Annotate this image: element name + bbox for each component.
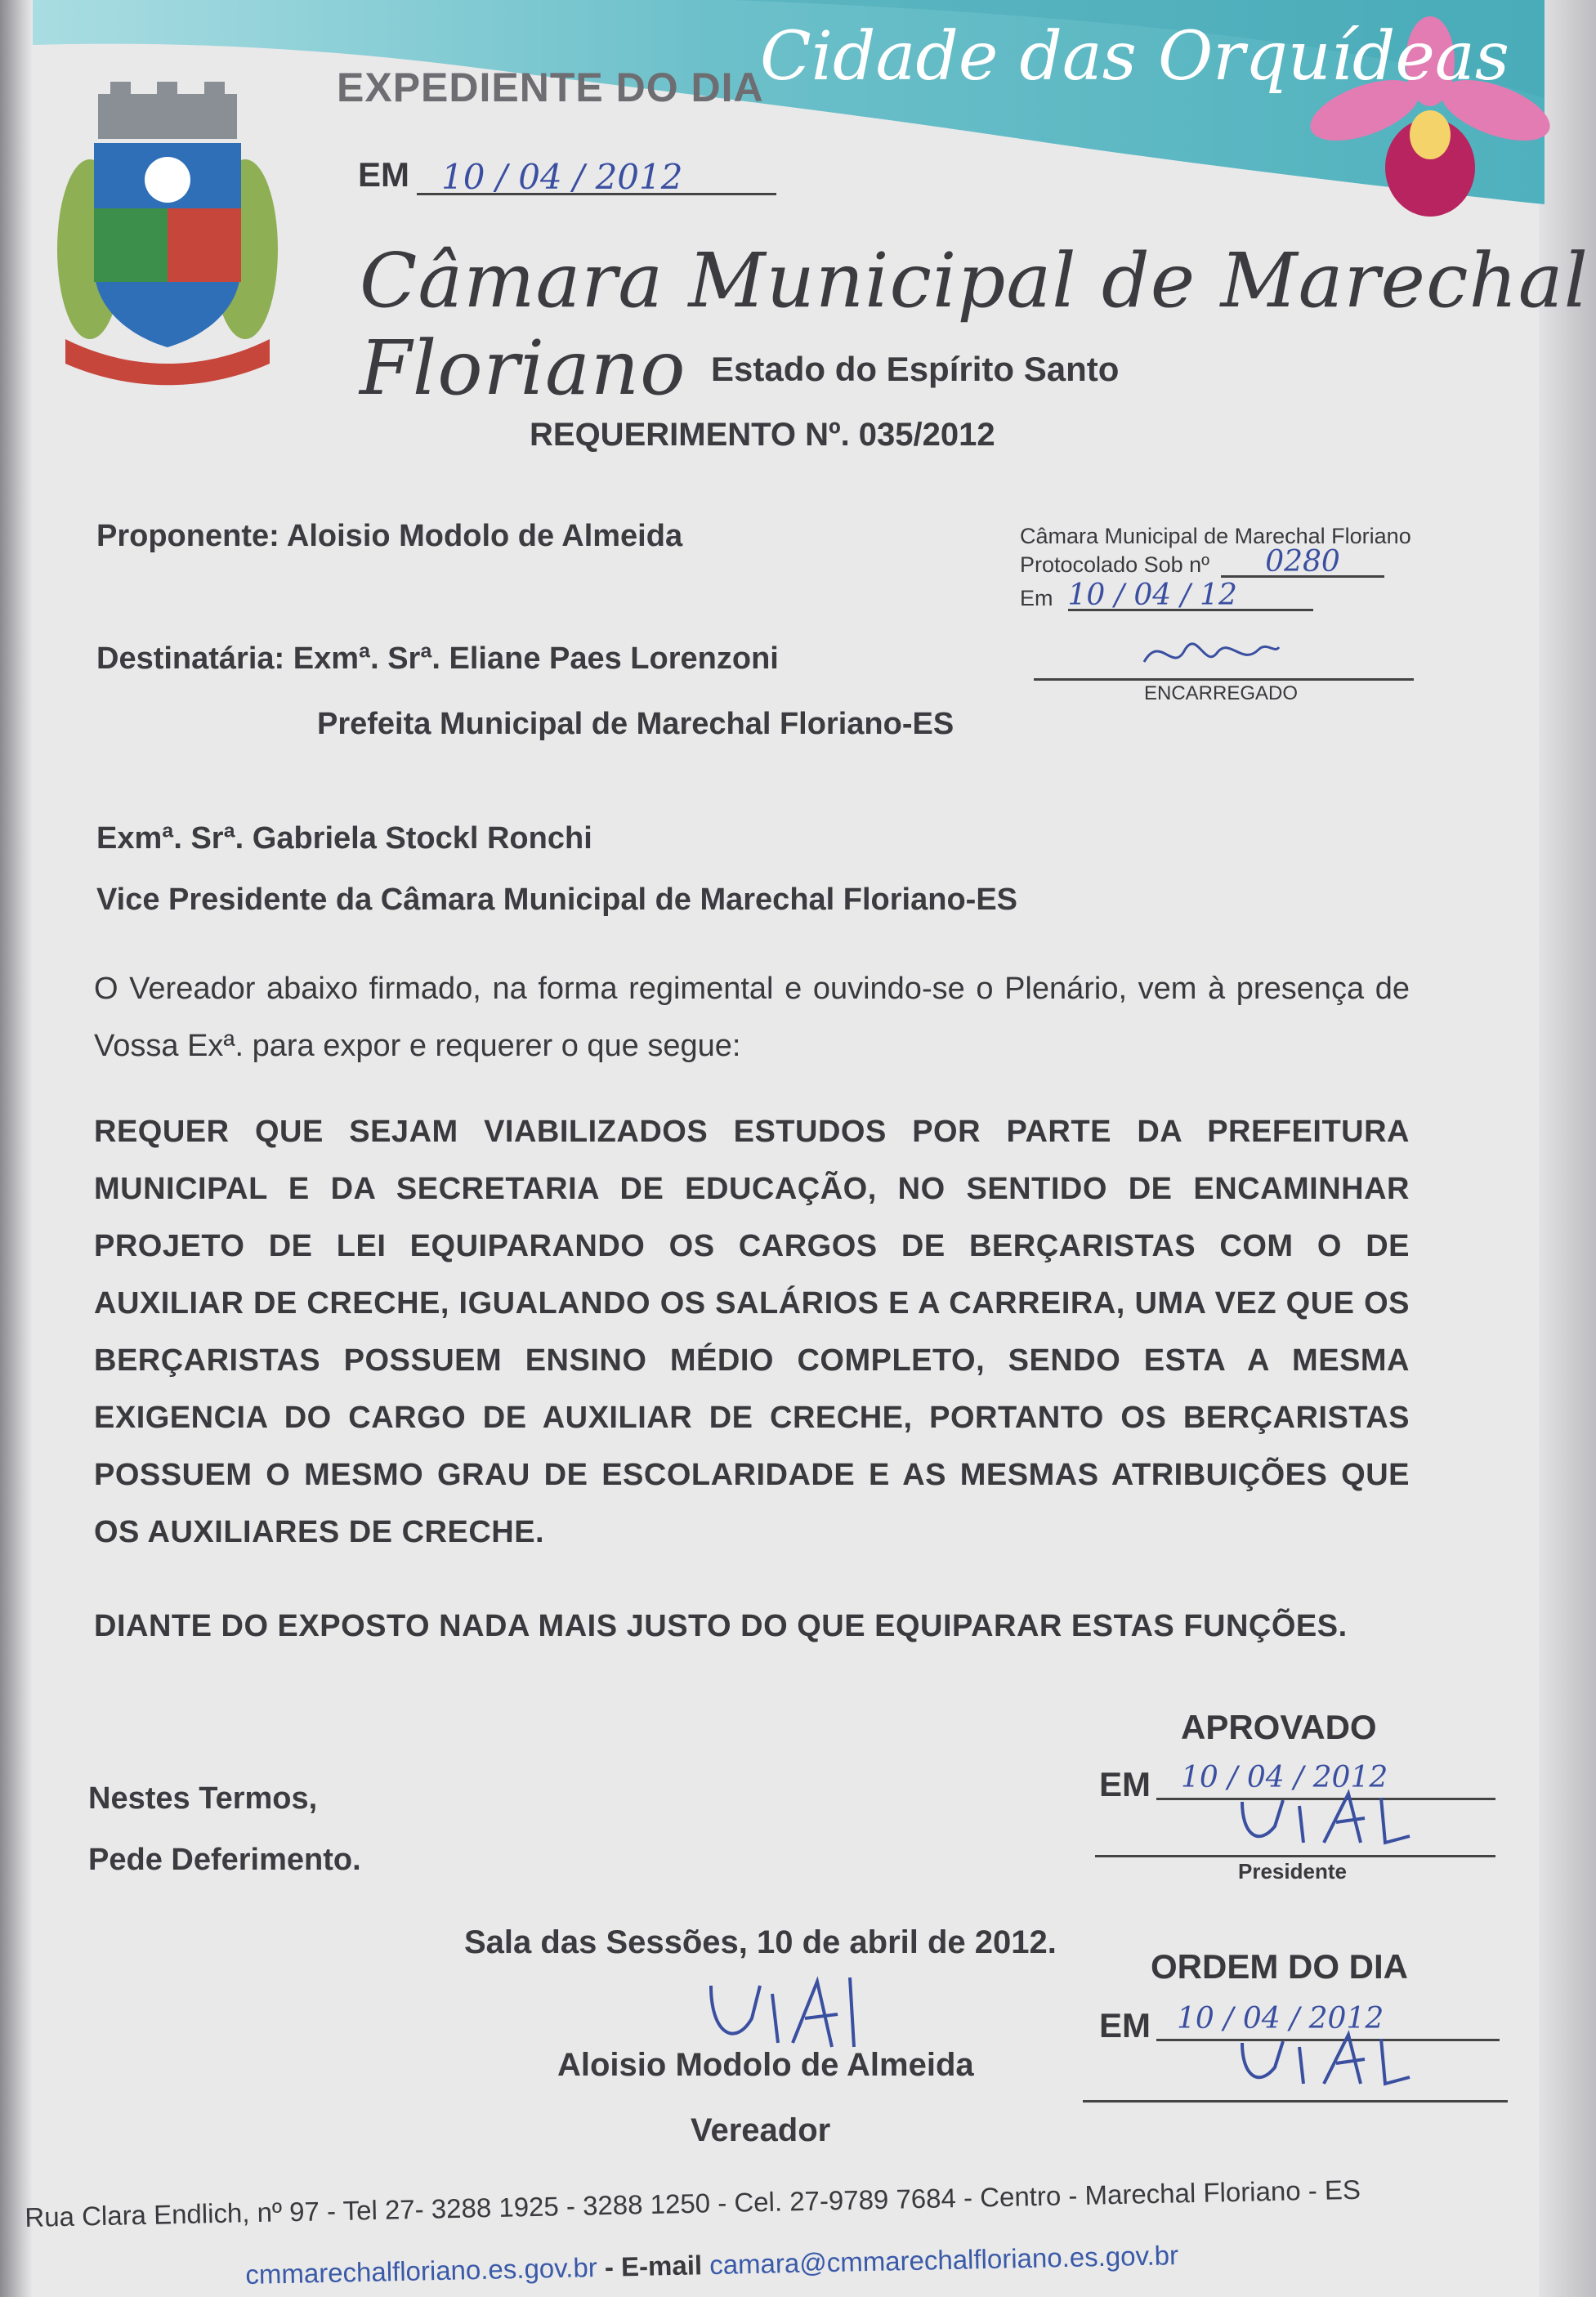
footer-address: Rua Clara Endlich, nº 97 - Tel 27- 3288 1925 - 3288 1250 - Cel. 27-9789 7684 - Centro - Marechal Floriano - ES — [25, 2174, 1361, 2232]
closing-line-2: Pede Deferimento. — [88, 1843, 361, 1877]
page-binding-edge — [0, 0, 33, 2297]
request-paragraph: REQUER QUE SEJAM VIABILIZADOS ESTUDOS POR PARTE DA PREFEITURA MUNICIPAL E DA SECRETARIA DE EDUCAÇÃO, NO SENTIDO DE ENCAMINHAR PROJETO DE LEI EQUIPARANDO OS CARGOS DE BERÇARISTAS COM O DE AUXILIAR DE CRECHE, IGUALANDO OS SALÁRIOS E A CARREIRA, UMA VEZ QUE OS BERÇARISTAS POSSUEM ENSINO MÉDIO COMPLETO, SENDO ESTA A MESMA EXIGENCIA DO CARGO DE AUXILIAR DE CRECHE, PORTANTO OS BERÇARISTAS POSSUEM O MESMO GRAU DE ESCOLARIDADE E AS MESMAS ATRIBUIÇÕES QUE OS AUXILIARES DE CRECHE. — [94, 1115, 1410, 1549]
city-slogan: Cidade das Orquídeas — [760, 18, 1509, 96]
protocol-number-row — [1020, 545, 1453, 579]
intro-paragraph: O Vereador abaixo firmado, na forma regimental e ouvindo-se o Plenário, vem à presença de Vossa Exª. para expor e requerer o que segue: — [94, 972, 1410, 1063]
signer-role: Vereador — [691, 2112, 831, 2148]
protocol-stamp — [1020, 523, 1453, 611]
protocol-role: ENCARREGADO — [1144, 682, 1299, 704]
expediente-date: 10 / 04 / 2012 — [441, 157, 683, 197]
agenda-em-label: EM — [1099, 2006, 1151, 2045]
protocol-date-label: Em — [1020, 586, 1053, 610]
protocol-stamp-institution: Câmara Municipal de Marechal Floriano — [1020, 524, 1411, 548]
approval-date: 10 / 04 / 2012 — [1181, 1761, 1388, 1794]
signer-name: Aloisio Modolo de Almeida — [557, 2047, 974, 2083]
recipient-line-1: Destinatária: Exmª. Srª. Eliane Paes Lorenzoni — [96, 641, 779, 676]
president-signature — [1226, 1785, 1414, 1859]
state-subtitle: Estado do Espírito Santo — [711, 350, 1120, 388]
vereador-signature — [703, 1969, 866, 2059]
protocol-date: 10 / 04 / 12 — [1068, 583, 1313, 611]
agenda-heading: ORDEM DO DIA — [1151, 1947, 1408, 1986]
agenda-signature-line — [1083, 2100, 1508, 2103]
protocol-number-label: Protocolado Sob nº — [1020, 552, 1210, 577]
approval-role: Presidente — [1238, 1859, 1347, 1884]
approval-em-label: EM — [1099, 1765, 1151, 1803]
protocol-number: 0280 — [1221, 549, 1384, 578]
addressee-line-2: Vice Presidente da Câmara Municipal de Marechal Floriano-ES — [96, 883, 1018, 917]
document-title: REQUERIMENTO Nº. 035/2012 — [530, 417, 995, 453]
protocol-date-row — [1020, 579, 1453, 612]
recipient-line-2: Prefeita Municipal de Marechal Floriano-ES — [317, 707, 954, 741]
approval-heading: APROVADO — [1181, 1708, 1377, 1746]
agenda-date: 10 / 04 / 2012 — [1177, 2002, 1384, 2036]
protocol-signature-line — [1034, 678, 1414, 681]
municipal-coat-of-arms-icon — [33, 78, 302, 388]
place-date: Sala das Sessões, 10 de abril de 2012. — [464, 1924, 1057, 1960]
footer-email-label: - E-mail — [604, 2250, 703, 2282]
proponent-line: Proponente: Aloisio Modolo de Almeida — [96, 519, 683, 553]
institution-title: Câmara Municipal de Marechal Floriano — [360, 237, 1589, 412]
addressee-line-1: Exmª. Srª. Gabriela Stockl Ronchi — [96, 821, 592, 856]
conclusion-paragraph: DIANTE DO EXPOSTO NADA MAIS JUSTO DO QUE EQUIPARAR ESTAS FUNÇÕES. — [94, 1609, 1348, 1643]
expediente-heading: EXPEDIENTE DO DIA — [337, 65, 764, 110]
footer-email-link[interactable]: camara@cmmarechalfloriano.es.gov.br — [709, 2240, 1179, 2281]
agenda-signature — [1226, 2027, 1414, 2100]
encarregado-signature — [1136, 629, 1283, 678]
expediente-em-label: EM — [358, 155, 409, 194]
footer-contacts — [245, 2240, 1178, 2290]
footer-site-link[interactable]: cmmarechalfloriano.es.gov.br — [245, 2251, 598, 2290]
closing-line-1: Nestes Termos, — [88, 1781, 318, 1816]
president-signature-line — [1095, 1855, 1495, 1857]
